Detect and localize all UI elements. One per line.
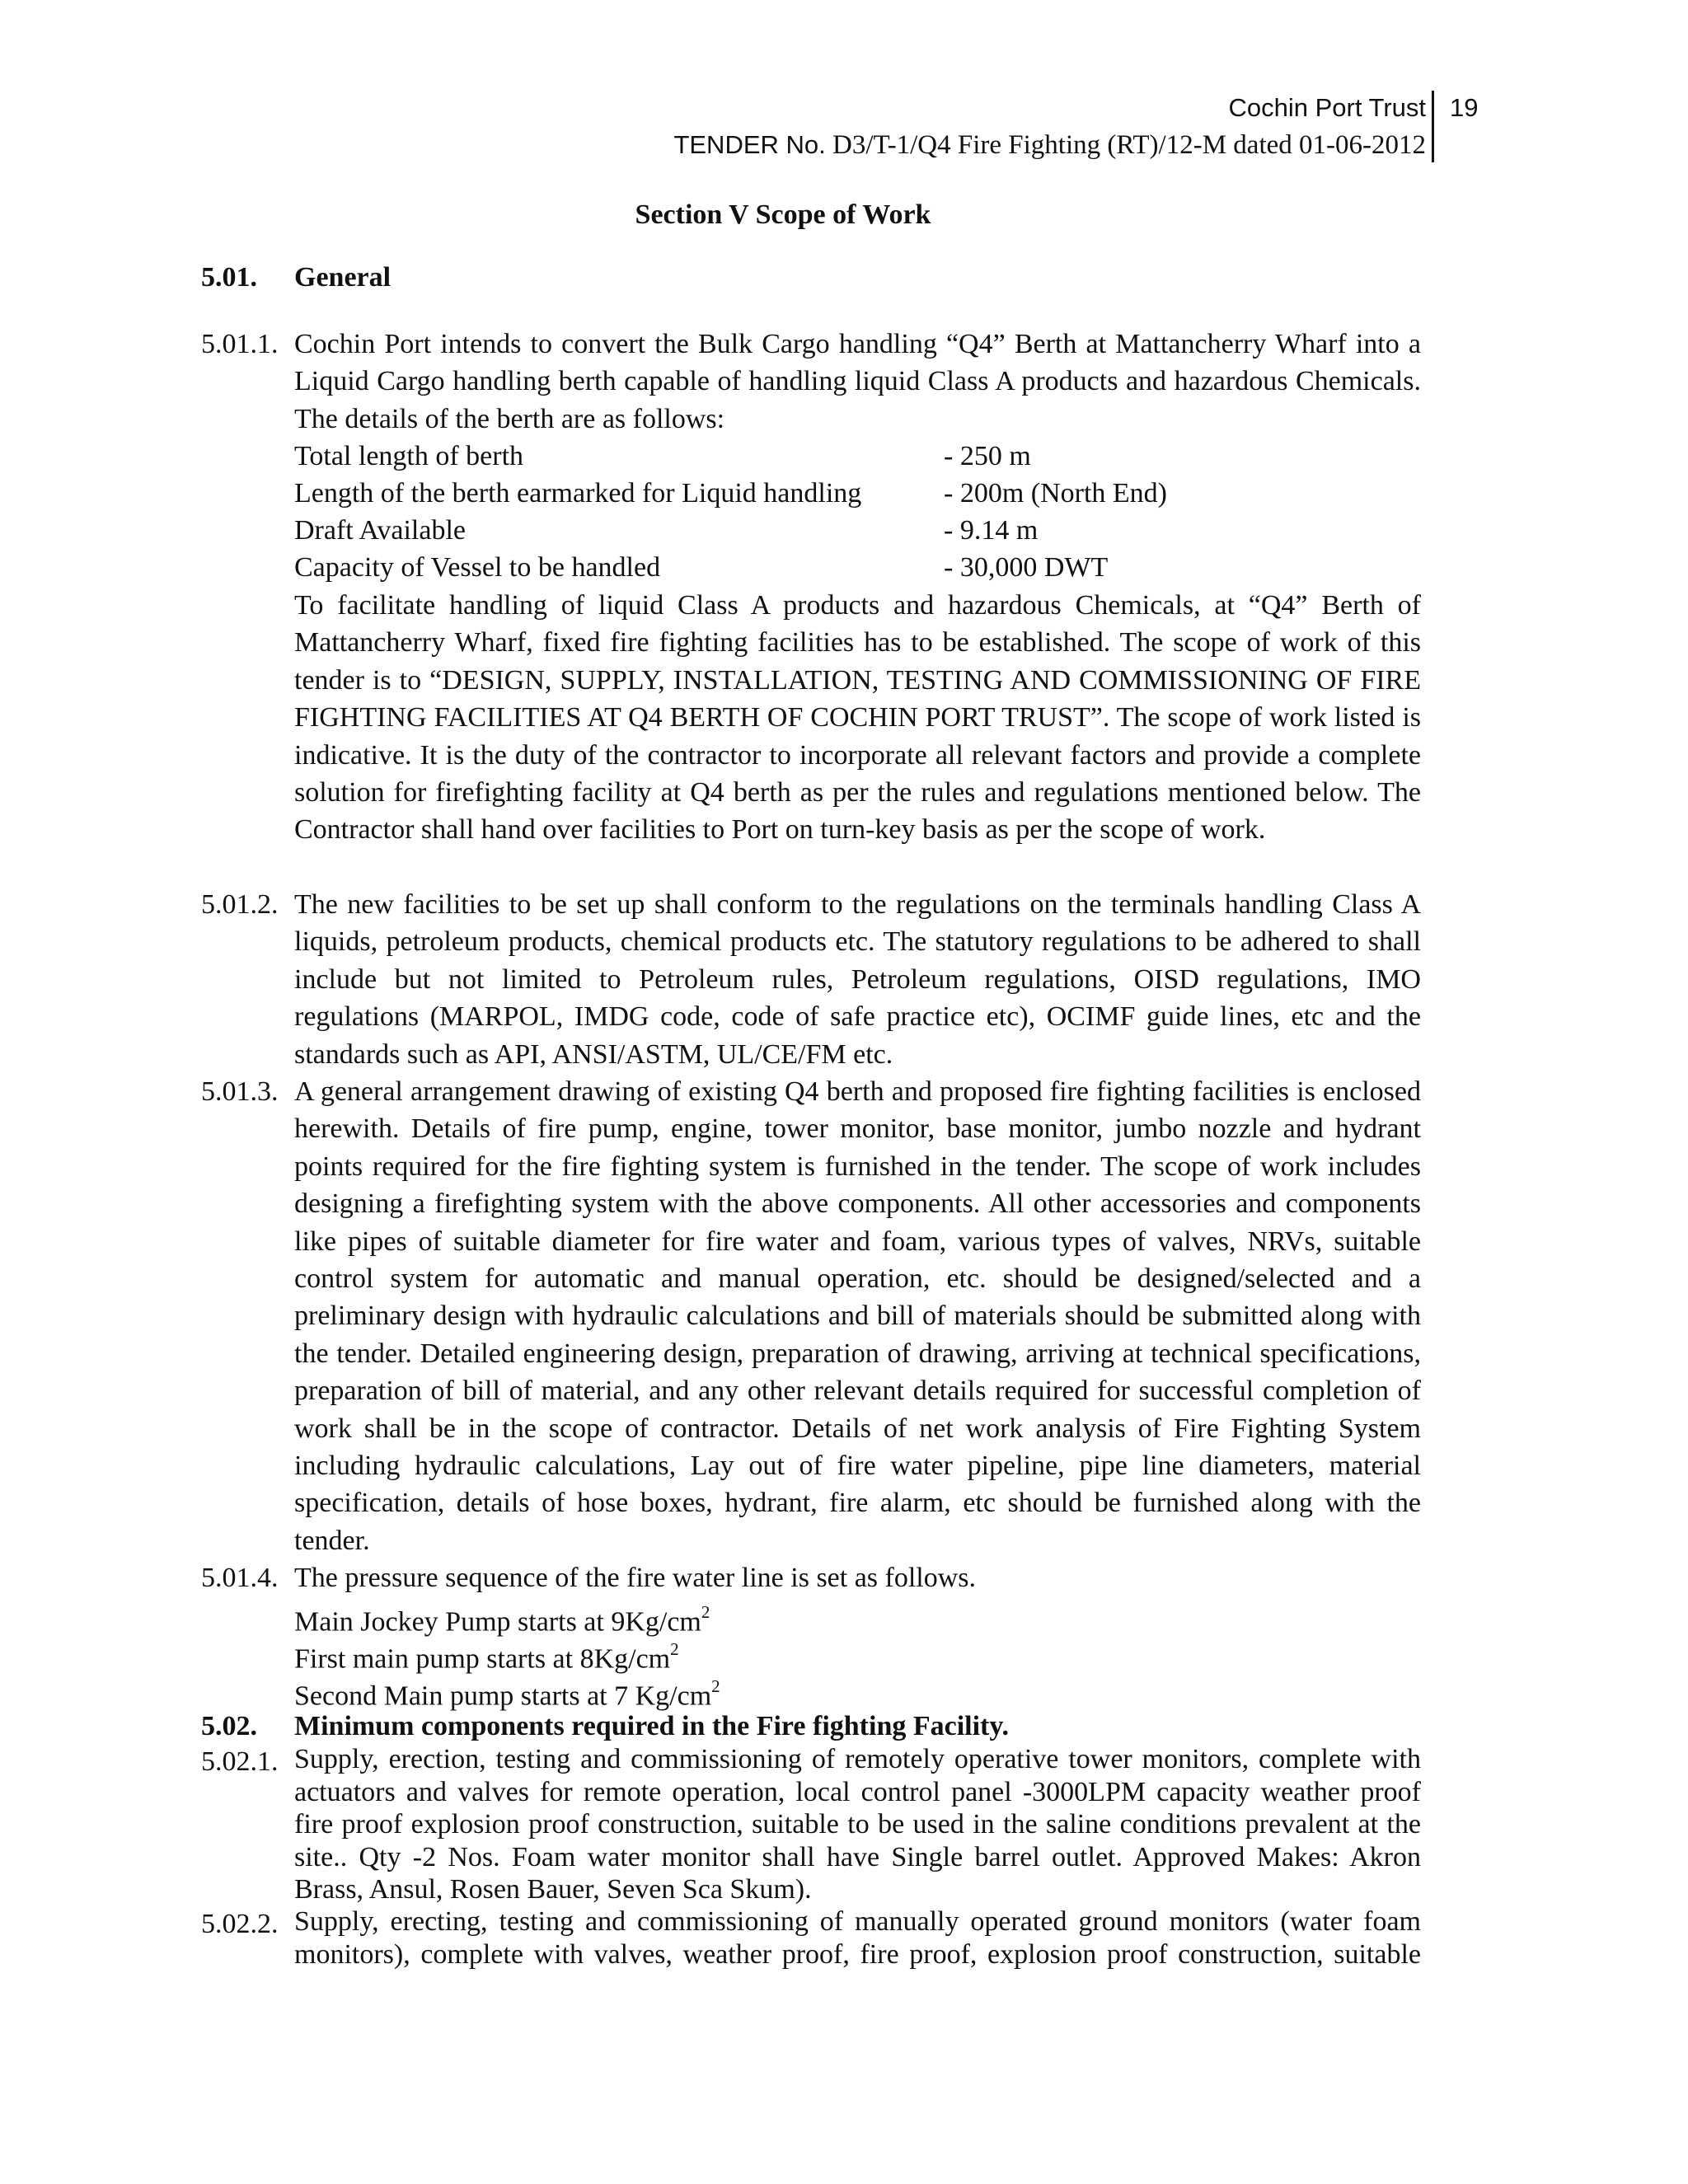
clause-number-5-01-1: 5.01.1. [201, 329, 279, 359]
section-title: Section V Scope of Work [635, 199, 931, 230]
berth-spec-row [294, 512, 1421, 549]
berth-spec-label: Total length of berth [294, 441, 524, 471]
header-organization: Cochin Port Trust [1228, 93, 1426, 122]
clause-number-5-01-4: 5.01.4. [201, 1563, 279, 1593]
clause-5-01-2-text: The new facilities to be set up shall conform to the regulations on the terminals handling Class A liquids, petroleum products, chemical products etc. The statutory regulations to be adhered to shall include but not limited to Petroleum rules, Petroleum regulations, OISD regulations, IMO regulations (MARPOL, IMDG code, code of safe practice etc), OCIMF guide lines, etc and the standards such as API, ANSI/ASTM, UL/CE/FM etc. [294, 889, 1421, 1070]
berth-spec-label: Length of the berth earmarked for Liquid handling [294, 478, 862, 509]
pressure-sequence-text: Second Main pump starts at 7 Kg/cm [294, 1680, 712, 1712]
clause-5-02-2-text: Supply, erecting, testing and commissioning of manually operated ground monitors (water foam monitors), complete with valves, weather proof, fire proof, explosion proof construction, suitable [294, 1906, 1421, 1970]
header-tender-prefix: TENDER No. [673, 130, 826, 159]
berth-spec-value: - 9.14 m [944, 515, 1039, 546]
clause-number-5-01-3: 5.01.3. [201, 1076, 279, 1107]
heading-number-general: 5.01. [201, 262, 257, 293]
heading-number-min-components: 5.02. [201, 1711, 257, 1741]
running-header [673, 89, 1426, 164]
berth-spec-row [294, 475, 1421, 512]
header-tender-ref: D3/T-1/Q4 Fire Fighting (RT)/12-M dated 01-06-2012 [832, 130, 1426, 160]
clause-number-5-02-2: 5.02.2. [201, 1909, 279, 1939]
berth-spec-value: - 30,000 DWT [944, 552, 1109, 583]
berth-spec-label: Draft Available [294, 515, 467, 546]
berth-spec-value: - 250 m [944, 441, 1031, 471]
berth-spec-value: - 200m (North End) [944, 478, 1168, 509]
page-number: 19 [1450, 93, 1479, 122]
berth-spec-row [294, 549, 1421, 586]
clause-5-01-4-text: The pressure sequence of the fire water line is set as follows. [294, 1563, 977, 1593]
pressure-sequence-text: First main pump starts at 8Kg/cm [294, 1643, 671, 1675]
pressure-sequence-text: Main Jockey Pump starts at 9Kg/cm [294, 1606, 701, 1638]
superscript: 2 [711, 1676, 720, 1696]
header-divider [1432, 91, 1434, 162]
header-tender-line [673, 126, 1426, 164]
clause-5-01-1-body: To facilitate handling of liquid Class A products and hazardous Chemicals, at “Q4” Berth of Mattancherry Wharf, fixed fire fighting facilities has to be established. The scope of work of this tender is to “DESIGN, SUPPLY, INSTALLATION, TESTING AND COMMISSIONING OF FIRE FIGHTING FACILITIES AT Q4 BERTH OF COCHIN PORT TRUST”. The scope of work listed is indicative. It is the duty of the contractor to incorporate all relevant factors and provide a complete solution for firefighting facility at Q4 berth as per the rules and regulations mentioned below. The Contractor shall hand over facilities to Port on turn-key basis as per the scope of work. [294, 590, 1421, 846]
clause-5-02-1-text: Supply, erection, testing and commissioning of remotely operative tower monitors, complete with actuators and valves for remote operation, local control panel -3000LPM capacity weather proof fire proof explosion proof construction, suitable to be used in the saline conditions prevalent at the site.. Qty -2 Nos. Foam water monitor shall have Single barrel outlet. Approved Makes: Akron Brass, Ansul, Rosen Bauer, Seven Sca Skum). [294, 1744, 1421, 1905]
berth-spec-row [294, 438, 1421, 475]
clause-5-01-1-intro: Cochin Port intends to convert the Bulk Cargo handling “Q4” Berth at Mattancherry Wharf into a Liquid Cargo handling berth capable of handling liquid Class A products and hazardous Chemicals. The details of the berth are as follows: [294, 329, 1421, 434]
clause-5-01-3-text: A general arrangement drawing of existing Q4 berth and proposed fire fighting facilities is enclosed herewith. Details of fire pump, engine, tower monitor, base monitor, jumbo nozzle and hydrant points required for the fire fighting system is furnished in the tender. The scope of work includes designing a firefighting system with the above components. All other accessories and components like pipes of suitable diameter for fire water and foam, various types of valves, NRVs, suitable control system for automatic and manual operation, etc. should be designed/selected and a preliminary design with hydraulic calculations and bill of materials should be submitted along with the tender. Detailed engineering design, preparation of drawing, arriving at technical specifications, preparation of bill of material, and any other relevant details required for successful completion of work shall be in the scope of contractor. Details of net work analysis of Fire Fighting System including hydraulic calculations, Lay out of fire water pipeline, pipe line diameters, material specification, details of hose boxes, hydrant, fire alarm, etc should be furnished along with the tender. [294, 1076, 1421, 1556]
clause-number-5-02-1: 5.02.1. [201, 1746, 279, 1777]
heading-general: General [294, 262, 392, 293]
berth-spec-label: Capacity of Vessel to be handled [294, 552, 661, 583]
superscript: 2 [670, 1639, 679, 1659]
superscript: 2 [701, 1602, 710, 1622]
heading-min-components: Minimum components required in the Fire fighting Facility. [294, 1711, 1009, 1741]
clause-number-5-01-2: 5.01.2. [201, 889, 279, 920]
